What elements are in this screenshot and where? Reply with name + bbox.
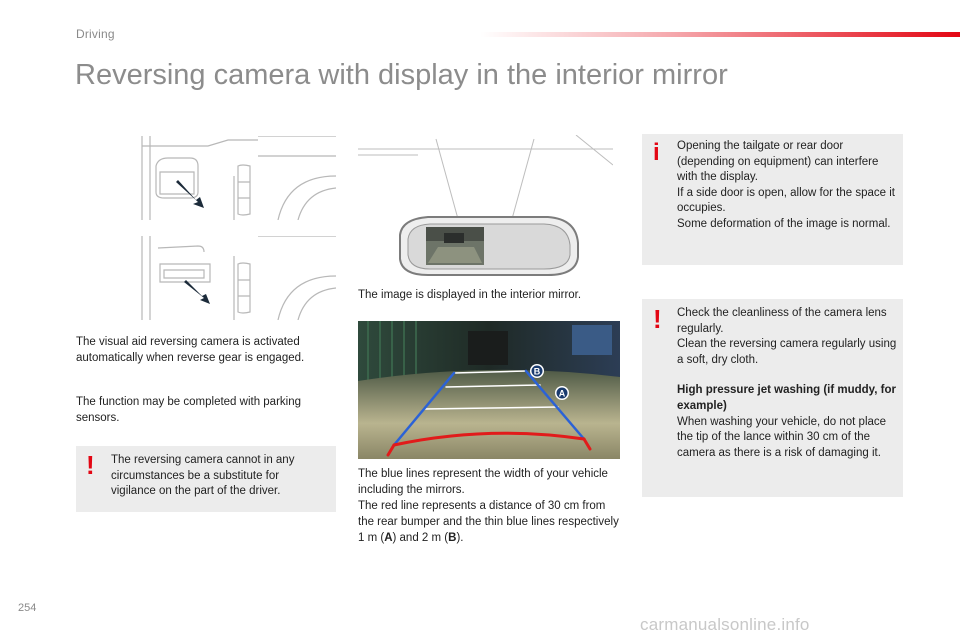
camera-caption-line2: [358, 498, 620, 546]
label-a: A: [384, 532, 393, 544]
activation-paragraph: The visual aid reversing camera is activated automatically when reverse gear is engaged.: [76, 336, 305, 364]
label-b: B: [448, 532, 457, 544]
jet-washing-heading: High pressure jet washing (if muddy, for example): [677, 384, 896, 412]
caption-text: The red line represents a distance of 30 cm from the rear bumper and the thin blue lines respectively 1 m (: [358, 500, 619, 544]
info-text: Opening the tailgate or rear door (depending on equipment) can interfere with the display. If a side door is open, allow for the space it occupies. Some deformation of the image is normal.: [677, 140, 895, 230]
van-rear-illustration-top: [138, 136, 336, 220]
cleaning-text: Check the cleanliness of the camera lens regularly. Clean the reversing camera regularly using a soft, dry cloth.: [677, 307, 897, 366]
svg-text:B: B: [533, 366, 541, 377]
camera-view-image: [358, 321, 620, 459]
warning-text: The reversing camera cannot in any circumstances be a substitute for vigilance on the part of the driver.: [111, 454, 295, 498]
header-accent-line: [480, 32, 960, 37]
warning-box-left: [76, 446, 336, 512]
jet-washing-text: When washing your vehicle, do not place the tip of the lance within 30 cm of the camera as there is a risk of damaging it.: [677, 415, 887, 459]
warning-content: [677, 306, 899, 461]
section-label: Driving: [76, 27, 115, 41]
camera-caption: [358, 466, 620, 546]
svg-text:A: A: [558, 388, 566, 399]
van-rear-illustration-bottom: [138, 236, 336, 320]
warning-icon: !: [86, 450, 95, 480]
info-icon: i: [653, 139, 660, 166]
interior-mirror-illustration: [358, 135, 613, 280]
warning-icon: !: [653, 304, 662, 334]
page-title: Reversing camera with display in the interior mirror: [75, 59, 728, 91]
mirror-caption: The image is displayed in the interior mirror.: [358, 289, 582, 301]
camera-caption-line1: The blue lines represent the width of your vehicle including the mirrors.: [358, 468, 608, 496]
caption-text: ).: [456, 532, 464, 544]
info-box: [642, 134, 903, 265]
warning-box-right: [642, 299, 903, 497]
page-number: 254: [18, 602, 37, 614]
caption-text: ) and 2 m (: [392, 532, 449, 544]
watermark: carmanualsonline.info: [640, 615, 810, 634]
parking-sensors-paragraph: The function may be completed with parking sensors.: [76, 396, 302, 424]
